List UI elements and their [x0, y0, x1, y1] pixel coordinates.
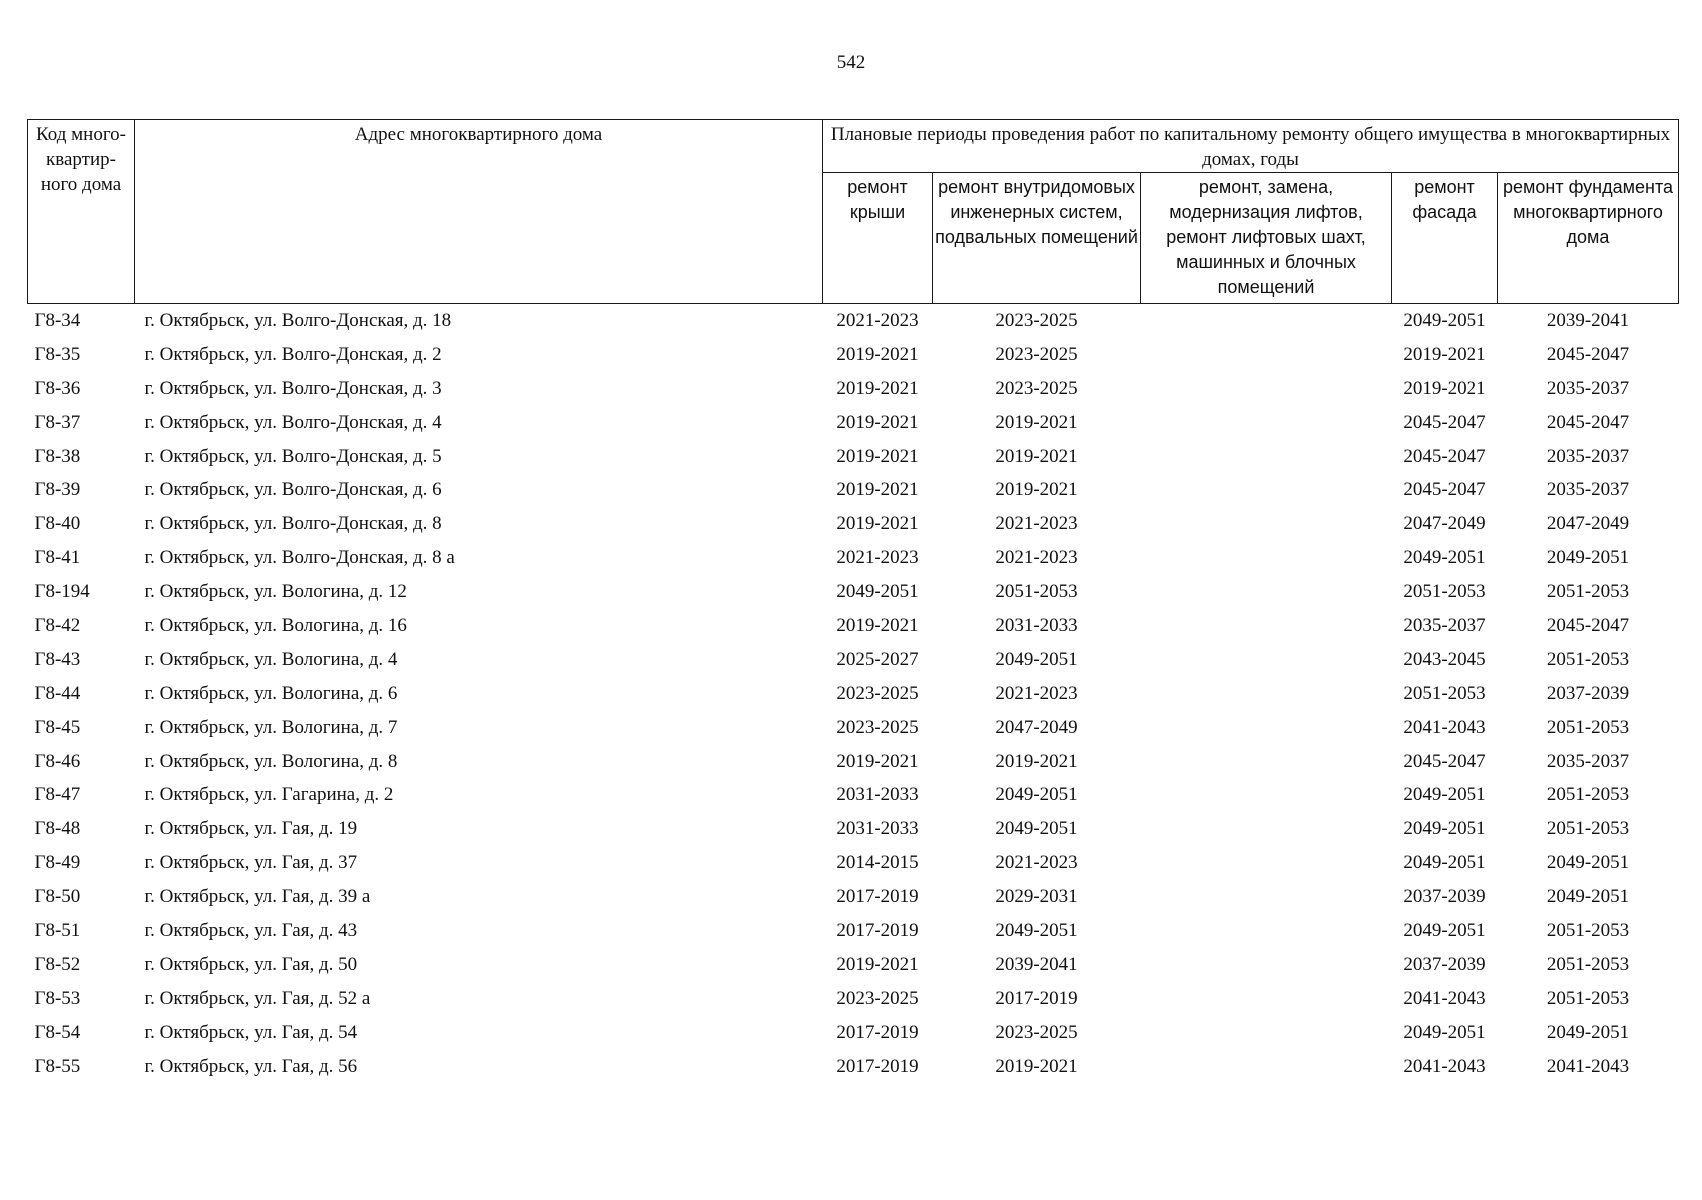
cell-facade: 2037-2039 — [1403, 953, 1486, 975]
cell-facade: 2049-2051 — [1403, 852, 1486, 874]
cell-foundation: 2041-2043 — [1546, 1055, 1630, 1077]
cell-roof: 2031-2033 — [836, 784, 919, 806]
header-engineering: ремонт внутридомовых инженерных систем, подвальных помещений — [933, 173, 1141, 304]
cell-facade: 2045-2047 — [1403, 750, 1486, 772]
cell-roof: 2019-2021 — [836, 445, 919, 467]
cell-address: г. Октябрьск, ул. Волго-Донская, д. 8 — [144, 513, 442, 535]
cell-address: г. Октябрьск, ул. Вологина, д. 8 — [144, 750, 398, 772]
cell-foundation: 2051-2053 — [1546, 919, 1630, 941]
table-row — [28, 609, 1679, 643]
cell-facade: 2045-2047 — [1403, 445, 1486, 467]
cell-roof: 2017-2019 — [836, 1055, 919, 1077]
cell-elevators — [1141, 304, 1392, 338]
cell-engineering: 2019-2021 — [995, 750, 1078, 772]
table-row — [28, 778, 1679, 812]
cell-roof: 2019-2021 — [836, 513, 919, 535]
cell-foundation: 2049-2051 — [1546, 1021, 1630, 1043]
cell-address: г. Октябрьск, ул. Гагарина, д. 2 — [144, 784, 394, 806]
cell-roof: 2049-2051 — [836, 581, 919, 603]
cell-foundation: 2045-2047 — [1546, 343, 1630, 365]
cell-facade: 2041-2043 — [1403, 716, 1486, 738]
cell-foundation: 2047-2049 — [1546, 513, 1630, 535]
header-elevators: ремонт, замена, модернизация лифтов, ремонт лифтовых шахт, машинных и блочных помещений — [1141, 173, 1392, 304]
cell-engineering: 2023-2025 — [995, 309, 1078, 331]
header-address: Адрес многоквартирного дома — [135, 120, 823, 304]
cell-elevators — [1141, 473, 1392, 507]
cell-roof: 2019-2021 — [836, 614, 919, 636]
cell-facade: 2049-2051 — [1403, 784, 1486, 806]
cell-elevators — [1141, 1016, 1392, 1050]
cell-code: Г8-194 — [34, 581, 90, 603]
cell-elevators — [1141, 677, 1392, 711]
cell-foundation: 2035-2037 — [1546, 445, 1630, 467]
cell-code: Г8-42 — [34, 614, 81, 636]
table-row — [28, 372, 1679, 406]
cell-address: г. Октябрьск, ул. Гая, д. 43 — [144, 919, 358, 941]
cell-address: г. Октябрьск, ул. Вологина, д. 6 — [144, 682, 398, 704]
cell-code: Г8-48 — [34, 818, 81, 840]
cell-code: Г8-55 — [34, 1055, 81, 1077]
table-row — [28, 846, 1679, 880]
cell-engineering: 2021-2023 — [995, 547, 1078, 569]
cell-address: г. Октябрьск, ул. Гая, д. 56 — [144, 1055, 358, 1077]
cell-foundation: 2051-2053 — [1546, 716, 1630, 738]
table-row — [28, 440, 1679, 474]
cell-foundation: 2051-2053 — [1546, 581, 1630, 603]
cell-facade: 2049-2051 — [1403, 547, 1486, 569]
cell-code: Г8-38 — [34, 445, 81, 467]
cell-address: г. Октябрьск, ул. Волго-Донская, д. 5 — [144, 445, 442, 467]
cell-code: Г8-39 — [34, 479, 81, 501]
cell-engineering: 2023-2025 — [995, 1021, 1078, 1043]
cell-code: Г8-53 — [34, 987, 81, 1009]
cell-foundation: 2035-2037 — [1546, 479, 1630, 501]
cell-engineering: 2023-2025 — [995, 377, 1078, 399]
cell-address: г. Октябрьск, ул. Волго-Донская, д. 3 — [144, 377, 442, 399]
cell-address: г. Октябрьск, ул. Гая, д. 54 — [144, 1021, 358, 1043]
cell-roof: 2023-2025 — [836, 987, 919, 1009]
cell-facade: 2035-2037 — [1403, 614, 1486, 636]
table-row — [28, 982, 1679, 1016]
table-row — [28, 711, 1679, 745]
cell-address: г. Октябрьск, ул. Волго-Донская, д. 8 а — [144, 547, 455, 569]
header-roof: ремонт крыши — [823, 173, 933, 304]
table-row — [28, 745, 1679, 779]
cell-address: г. Октябрьск, ул. Волго-Донская, д. 18 — [144, 309, 452, 331]
cell-code: Г8-41 — [34, 547, 81, 569]
cell-elevators — [1141, 507, 1392, 541]
cell-elevators — [1141, 982, 1392, 1016]
cell-roof: 2021-2023 — [836, 309, 919, 331]
cell-roof: 2019-2021 — [836, 377, 919, 399]
cell-engineering: 2019-2021 — [995, 445, 1078, 467]
cell-roof: 2031-2033 — [836, 818, 919, 840]
header-code: Код много-квартир-ного дома — [28, 120, 135, 304]
cell-roof: 2019-2021 — [836, 953, 919, 975]
table-row — [28, 914, 1679, 948]
table-body — [28, 304, 1679, 1084]
header-planned-periods: Плановые периоды проведения работ по капитальному ремонту общего имущества в многоквартирных домах, годы — [823, 120, 1679, 173]
cell-code: Г8-43 — [34, 648, 81, 670]
cell-foundation: 2045-2047 — [1546, 614, 1630, 636]
cell-address: г. Октябрьск, ул. Волго-Донская, д. 2 — [144, 343, 442, 365]
cell-elevators — [1141, 372, 1392, 406]
cell-engineering: 2019-2021 — [995, 479, 1078, 501]
cell-elevators — [1141, 338, 1392, 372]
cell-code: Г8-51 — [34, 919, 81, 941]
table-row — [28, 812, 1679, 846]
header-facade: ремонт фасада — [1392, 173, 1498, 304]
cell-foundation: 2035-2037 — [1546, 377, 1630, 399]
cell-engineering: 2021-2023 — [995, 852, 1078, 874]
cell-code: Г8-46 — [34, 750, 81, 772]
cell-facade: 2049-2051 — [1403, 309, 1486, 331]
table-row — [28, 473, 1679, 507]
cell-elevators — [1141, 948, 1392, 982]
cell-foundation: 2051-2053 — [1546, 648, 1630, 670]
table-row — [28, 507, 1679, 541]
cell-foundation: 2037-2039 — [1546, 682, 1630, 704]
cell-facade: 2049-2051 — [1403, 818, 1486, 840]
cell-engineering: 2031-2033 — [995, 614, 1078, 636]
cell-elevators — [1141, 880, 1392, 914]
cell-facade: 2047-2049 — [1403, 513, 1486, 535]
cell-address: г. Октябрьск, ул. Гая, д. 37 — [144, 852, 358, 874]
cell-facade: 2041-2043 — [1403, 987, 1486, 1009]
cell-roof: 2025-2027 — [836, 648, 919, 670]
cell-engineering: 2021-2023 — [995, 513, 1078, 535]
cell-address: г. Октябрьск, ул. Гая, д. 19 — [144, 818, 358, 840]
cell-code: Г8-45 — [34, 716, 81, 738]
table-row — [28, 541, 1679, 575]
cell-roof: 2017-2019 — [836, 1021, 919, 1043]
cell-facade: 2045-2047 — [1403, 411, 1486, 433]
cell-engineering: 2047-2049 — [995, 716, 1078, 738]
cell-code: Г8-37 — [34, 411, 81, 433]
cell-engineering: 2049-2051 — [995, 919, 1078, 941]
capital-repair-schedule-table — [27, 119, 1679, 1083]
cell-engineering: 2039-2041 — [995, 953, 1078, 975]
cell-code: Г8-52 — [34, 953, 81, 975]
table-row — [28, 406, 1679, 440]
cell-roof: 2019-2021 — [836, 343, 919, 365]
cell-elevators — [1141, 914, 1392, 948]
cell-facade: 2019-2021 — [1403, 343, 1486, 365]
cell-facade: 2049-2051 — [1403, 1021, 1486, 1043]
cell-engineering: 2023-2025 — [995, 343, 1078, 365]
cell-elevators — [1141, 745, 1392, 779]
cell-facade: 2051-2053 — [1403, 682, 1486, 704]
cell-roof: 2017-2019 — [836, 919, 919, 941]
cell-engineering: 2049-2051 — [995, 648, 1078, 670]
cell-code: Г8-40 — [34, 513, 81, 535]
cell-address: г. Октябрьск, ул. Вологина, д. 7 — [144, 716, 398, 738]
cell-code: Г8-35 — [34, 343, 81, 365]
page-number: 542 — [836, 52, 866, 73]
cell-foundation: 2049-2051 — [1546, 852, 1630, 874]
cell-elevators — [1141, 541, 1392, 575]
cell-elevators — [1141, 575, 1392, 609]
cell-facade: 2043-2045 — [1403, 648, 1486, 670]
table-row — [28, 338, 1679, 372]
cell-roof: 2019-2021 — [836, 479, 919, 501]
table-row — [28, 1050, 1679, 1084]
cell-roof: 2019-2021 — [836, 750, 919, 772]
cell-address: г. Октябрьск, ул. Вологина, д. 4 — [144, 648, 398, 670]
cell-code: Г8-44 — [34, 682, 81, 704]
cell-elevators — [1141, 711, 1392, 745]
cell-foundation: 2051-2053 — [1546, 953, 1630, 975]
cell-elevators — [1141, 440, 1392, 474]
cell-roof: 2023-2025 — [836, 682, 919, 704]
cell-elevators — [1141, 812, 1392, 846]
cell-facade: 2037-2039 — [1403, 886, 1486, 908]
table-row — [28, 1016, 1679, 1050]
cell-elevators — [1141, 406, 1392, 440]
cell-engineering: 2051-2053 — [995, 581, 1078, 603]
cell-foundation: 2051-2053 — [1546, 784, 1630, 806]
cell-address: г. Октябрьск, ул. Гая, д. 52 а — [144, 987, 371, 1009]
cell-foundation: 2045-2047 — [1546, 411, 1630, 433]
cell-elevators — [1141, 846, 1392, 880]
cell-elevators — [1141, 778, 1392, 812]
cell-engineering: 2049-2051 — [995, 784, 1078, 806]
cell-roof: 2017-2019 — [836, 886, 919, 908]
cell-roof: 2019-2021 — [836, 411, 919, 433]
cell-address: г. Октябрьск, ул. Волго-Донская, д. 4 — [144, 411, 442, 433]
cell-foundation: 2039-2041 — [1546, 309, 1630, 331]
table-row — [28, 575, 1679, 609]
cell-engineering: 2019-2021 — [995, 1055, 1078, 1077]
table-row — [28, 643, 1679, 677]
cell-code: Г8-34 — [34, 309, 81, 331]
cell-elevators — [1141, 609, 1392, 643]
cell-facade: 2019-2021 — [1403, 377, 1486, 399]
cell-engineering: 2019-2021 — [995, 411, 1078, 433]
table-row — [28, 948, 1679, 982]
table-row — [28, 304, 1679, 338]
cell-address: г. Октябрьск, ул. Вологина, д. 16 — [144, 614, 407, 636]
cell-address: г. Октябрьск, ул. Гая, д. 39 а — [144, 886, 371, 908]
cell-address: г. Октябрьск, ул. Вологина, д. 12 — [144, 581, 407, 603]
header-foundation: ремонт фундамента многоквартирного дома — [1498, 173, 1679, 304]
cell-foundation: 2035-2037 — [1546, 750, 1630, 772]
cell-engineering: 2017-2019 — [995, 987, 1078, 1009]
cell-elevators — [1141, 1050, 1392, 1084]
table-row — [28, 677, 1679, 711]
cell-code: Г8-50 — [34, 886, 81, 908]
cell-code: Г8-54 — [34, 1021, 81, 1043]
cell-elevators — [1141, 643, 1392, 677]
cell-facade: 2045-2047 — [1403, 479, 1486, 501]
cell-roof: 2014-2015 — [836, 852, 919, 874]
cell-engineering: 2049-2051 — [995, 818, 1078, 840]
cell-roof: 2021-2023 — [836, 547, 919, 569]
table-row — [28, 880, 1679, 914]
cell-foundation: 2049-2051 — [1546, 547, 1630, 569]
cell-roof: 2023-2025 — [836, 716, 919, 738]
cell-engineering: 2029-2031 — [995, 886, 1078, 908]
cell-facade: 2049-2051 — [1403, 919, 1486, 941]
cell-engineering: 2021-2023 — [995, 682, 1078, 704]
cell-foundation: 2049-2051 — [1546, 886, 1630, 908]
cell-address: г. Октябрьск, ул. Волго-Донская, д. 6 — [144, 479, 442, 501]
cell-foundation: 2051-2053 — [1546, 987, 1630, 1009]
cell-facade: 2051-2053 — [1403, 581, 1486, 603]
table-header — [28, 120, 1679, 304]
cell-code: Г8-49 — [34, 852, 81, 874]
cell-address: г. Октябрьск, ул. Гая, д. 50 — [144, 953, 358, 975]
cell-facade: 2041-2043 — [1403, 1055, 1486, 1077]
cell-code: Г8-47 — [34, 784, 81, 806]
cell-code: Г8-36 — [34, 377, 81, 399]
cell-foundation: 2051-2053 — [1546, 818, 1630, 840]
